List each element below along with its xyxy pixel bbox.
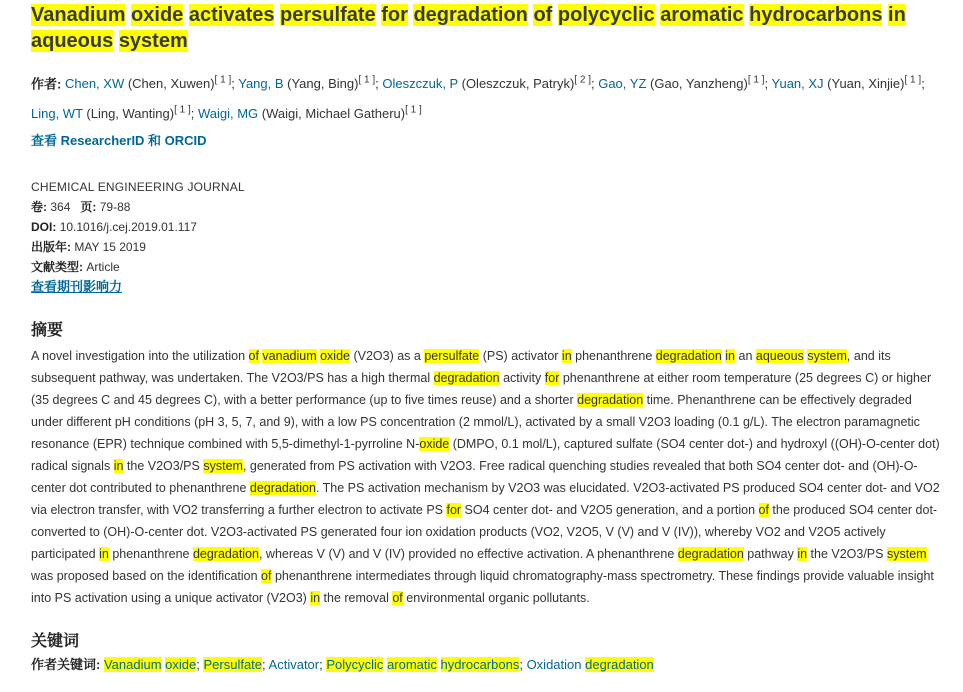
title-word: oxide — [131, 4, 184, 26]
authors-list: Chen, XW (Chen, Xuwen)[ 1 ]; Yang, B (Yang, Bing)[ 1 ]; Oleszczuk, P (Oleszczuk, Patryk)[ 2 ]; Gao, YZ (Gao, Yanzheng)[ 1 ]; Yuan, XJ (Yuan, Xinjie)[ 1 ]; Ling, WT (Ling, Wanting)[ 1 ]; Waigi, MG (Waigi, Michael Gatheru)[ 1 ] — [31, 75, 925, 121]
author-affiliation-ref[interactable]: [ 1 ] — [174, 104, 191, 116]
title-word: polycyclic — [557, 4, 655, 26]
highlighted-term: Polycyclic — [326, 656, 384, 672]
pages-label: 页: — [80, 199, 97, 214]
pubdate-label: 出版年: — [31, 239, 71, 254]
highlighted-term: Persulfate — [203, 656, 263, 672]
journal-name: CHEMICAL ENGINEERING JOURNAL — [31, 179, 245, 194]
title-word: of — [533, 4, 553, 26]
author-keywords-label: 作者关键词: — [31, 656, 101, 672]
highlighted-term: in — [99, 546, 109, 561]
highlighted-term: system — [886, 546, 927, 561]
highlighted-term: aqueous — [755, 348, 804, 363]
author-full-name: (Yuan, Xinjie) — [823, 76, 905, 92]
highlighted-term: of — [248, 348, 259, 363]
keyword-link[interactable] — [203, 657, 262, 672]
highlighted-term: oxide — [320, 348, 350, 363]
highlighted-term: in — [725, 348, 736, 363]
authors-block — [31, 68, 941, 154]
highlighted-term: degradation — [433, 370, 500, 385]
highlighted-term: degradation — [249, 480, 316, 495]
abstract-segment: SO4 center dot- and V2O5 generation, and a portion — [461, 502, 759, 517]
abstract-segment: time. Phenanthrene can be effectively degraded under different pH conditions (pH 3, 5, 7, and 9), with a low PS concentration (2 mmol/L), activated by a small V2O3 loading (0.1 g/L). The electron paramagnetic resonance (EPR) technique combined with 5,5-dimethyl-1-pyrroline N- — [31, 392, 920, 451]
keyword-segment — [437, 657, 441, 672]
pubdate-value: MAY 15 2019 — [74, 239, 146, 254]
highlighted-term: degradation — [192, 546, 259, 561]
abstract-segment: the V2O3/PS — [807, 546, 887, 561]
abstract-segment: , generated from PS activation with V2O3. Free radical quenching studies revealed that both SO4 center dot- and (OH)-O-center dot contributed to phenanthrene — [31, 458, 918, 495]
abstract-segment: phenanthrene — [571, 348, 656, 363]
doi-value: 10.1016/j.cej.2019.01.117 — [59, 219, 197, 234]
highlighted-term: of — [261, 568, 272, 583]
author-link[interactable]: Chen, XW — [64, 76, 125, 92]
abstract-text — [31, 345, 941, 609]
title-word: aromatic — [660, 4, 744, 26]
highlighted-term: oxide — [419, 436, 450, 451]
abstract-segment: (PS) activator — [479, 348, 562, 363]
highlighted-term: of — [758, 502, 769, 517]
volume-pages-row — [31, 197, 941, 217]
abstract-segment: the produced SO4 center dot- converted to (OH)-O-center dot. V2O3-activated PS generated four ion oxidation products (VO2, V2O5, V (V) and V (IV)), whereby VO2 and V2O5 actively participated — [31, 502, 938, 561]
highlighted-term: aromatic — [387, 656, 437, 672]
highlighted-term: system — [807, 348, 847, 363]
highlighted-term: vanadium — [262, 348, 317, 363]
author-link[interactable]: Yang, B — [238, 76, 284, 92]
keyword-segment: Activator — [268, 656, 320, 672]
abstract-segment: pathway — [743, 546, 798, 561]
author-link[interactable]: Gao, YZ — [598, 76, 647, 92]
author-link[interactable]: Oleszczuk, P — [382, 76, 458, 92]
highlighted-term: in — [310, 590, 321, 605]
abstract-segment: (V2O3) as a — [350, 348, 425, 363]
highlighted-term: in — [797, 546, 808, 561]
title-word: for — [381, 4, 408, 26]
highlighted-term: persulfate — [424, 348, 480, 363]
abstract-heading: 摘要 — [31, 321, 64, 339]
keyword-link[interactable] — [326, 657, 519, 672]
keywords-list: Vanadium oxide; Persulfate; Activator; Polycyclic aromatic hydrocarbons; Oxidation degradation — [103, 656, 654, 672]
keyword-link[interactable] — [527, 657, 654, 672]
journal-info — [31, 177, 941, 297]
doi-label: DOI: — [31, 219, 57, 234]
keyword-segment: Oxidation — [526, 656, 586, 672]
author-affiliation-ref[interactable]: [ 1 ] — [214, 75, 232, 86]
abstract-segment: was proposed based on the identification — [31, 568, 262, 583]
title-word: persulfate — [280, 4, 376, 26]
abstract-segment: , and its subsequent pathway, was undertaken. The V2O3/PS has a high thermal — [31, 348, 891, 385]
journal-impact-link[interactable]: 查看期刊影响力 — [31, 278, 123, 294]
abstract-segment: environmental organic pollutants. — [402, 590, 590, 605]
keywords-heading: 关键词 — [31, 632, 80, 650]
author-affiliation-ref[interactable]: [ 1 ] — [904, 75, 922, 86]
title-word: aqueous — [31, 30, 114, 52]
title-word: hydrocarbons — [749, 4, 883, 26]
abstract-segment: phenanthrene — [108, 546, 193, 561]
abstract-segment: phenanthrene at either room temperature (25 degrees C) or higher (35 degrees C and 45 degrees C), with a better performance (up to five times reuse) and a shorter — [31, 370, 932, 407]
author-full-name: (Waigi, Michael Gatheru) — [258, 105, 406, 121]
highlighted-term: for — [446, 502, 462, 517]
author-full-name: (Chen, Xuwen) — [124, 76, 215, 92]
highlighted-term: degradation — [577, 392, 644, 407]
highlighted-term: in — [113, 458, 124, 473]
abstract-segment: the V2O3/PS — [123, 458, 204, 473]
author-keywords — [31, 655, 941, 675]
author-full-name: (Ling, Wanting) — [82, 105, 175, 121]
highlighted-term: hydrocarbons — [440, 656, 520, 672]
authors-label: 作者: — [31, 76, 62, 92]
abstract-segment: , whereas V (V) and V (IV) provided no effective activation. A phenanthrene — [258, 546, 678, 561]
abstract-segment: an — [735, 348, 756, 363]
author-full-name: (Oleszczuk, Patryk) — [458, 76, 575, 92]
author-full-name: (Yang, Bing) — [283, 76, 359, 92]
highlighted-term: degradation — [585, 656, 654, 672]
pubdate-row — [31, 237, 941, 257]
title-word: activates — [188, 4, 275, 26]
highlighted-term: system — [203, 458, 243, 473]
highlighted-term: degradation — [655, 348, 722, 363]
author-affiliation-ref[interactable]: [ 1 ] — [405, 104, 422, 116]
doctype-label: 文献类型: — [31, 259, 83, 274]
highlighted-term: Vanadium — [103, 656, 162, 672]
abstract-segment: (DMPO, 0.1 mol/L), captured sulfate (SO4 center dot-) and hydroxyl ((OH)-O-center dot) radical signals — [31, 436, 940, 473]
author-full-name: (Gao, Yanzheng) — [646, 76, 748, 92]
doi-row — [31, 217, 941, 237]
highlighted-term: in — [561, 348, 572, 363]
author-link[interactable]: Waigi, MG — [197, 105, 259, 121]
title-word: degradation — [413, 4, 528, 26]
author-link[interactable]: Yuan, XJ — [771, 76, 824, 92]
pages-value: 79-88 — [99, 199, 131, 214]
researcher-id-link[interactable]: 查看 ResearcherID 和 ORCID — [31, 132, 207, 148]
abstract-segment: A novel investigation into the utilization — [31, 348, 249, 363]
article-title — [31, 0, 941, 54]
volume-label: 卷: — [31, 199, 47, 214]
doctype-row — [31, 257, 941, 277]
title-word: Vanadium — [31, 4, 126, 26]
keyword-link[interactable] — [104, 657, 196, 672]
author-affiliation-ref[interactable]: [ 2 ] — [574, 75, 591, 86]
highlighted-term: of — [392, 590, 403, 605]
author-affiliation-ref[interactable]: [ 1 ] — [358, 75, 376, 86]
abstract-segment: phenanthrene intermediates through liquid chromatography-mass spectrometry. These findings provide valuable insight into PS activation using a unique activator (V2O3) — [31, 568, 934, 605]
author-link[interactable]: Ling, WT — [31, 105, 83, 121]
highlighted-term: oxide — [165, 656, 197, 672]
doctype-value: Article — [86, 259, 120, 274]
abstract-segment: . The PS activation mechanism by V2O3 was elucidated. V2O3-activated PS produced SO4 center dot- and VO2 via electron transfer, with VO2 transferring a further electron to activate PS — [31, 480, 940, 517]
abstract-segment: activity — [499, 370, 545, 385]
keyword-link[interactable] — [269, 657, 320, 672]
author-affiliation-ref[interactable]: [ 1 ] — [747, 75, 765, 86]
highlighted-term: for — [544, 370, 560, 385]
volume-value: 364 — [50, 199, 71, 214]
title-word: in — [888, 4, 906, 26]
title-word: system — [118, 30, 188, 52]
highlighted-term: degradation — [677, 546, 744, 561]
abstract-segment: the removal — [320, 590, 393, 605]
